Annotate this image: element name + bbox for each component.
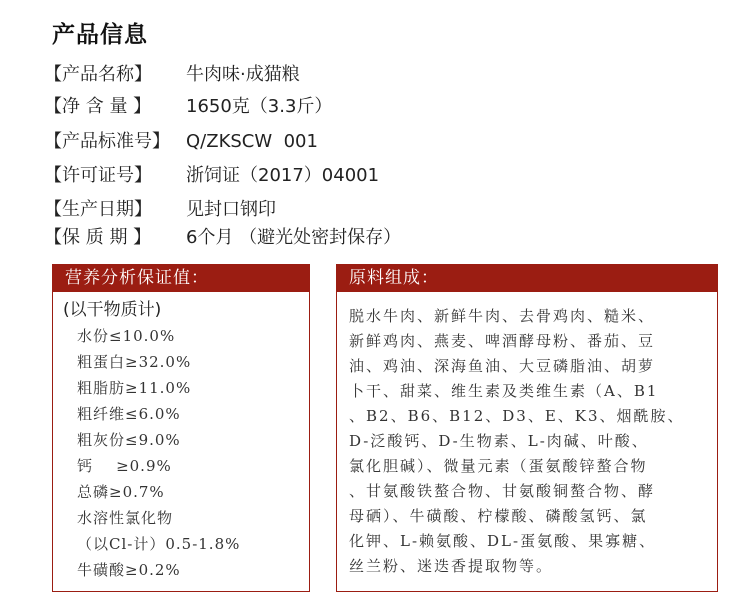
nutrition-line: 粗蛋白≥32.0%	[77, 353, 192, 371]
info-label: 【净 含 量 】	[44, 96, 152, 117]
info-value: 浙饲证（2017）04001	[186, 165, 380, 186]
ingredients-header: 原料组成：	[337, 265, 717, 292]
info-label: 【许可证号】	[44, 165, 152, 186]
ingredients-line: 新鲜鸡肉、燕麦、啤酒酵母粉、番茄、豆	[349, 332, 656, 350]
nutrition-line: 水份≤10.0%	[77, 327, 176, 345]
info-row-shelf-life	[44, 223, 401, 249]
nutrition-line: 粗脂肪≥11.0%	[77, 379, 192, 397]
nutrition-line: 总磷≥0.7%	[77, 483, 165, 501]
info-label: 【产品名称】	[44, 64, 152, 85]
ingredients-line: D-泛酸钙、D-生物素、L-肉碱、叶酸、	[349, 432, 649, 450]
info-row-standard	[44, 127, 318, 153]
ingredients-line: 油、鸡油、深海鱼油、大豆磷脂油、胡萝	[349, 357, 656, 375]
ingredients-line: 、甘氨酸铁螯合物、甘氨酸铜螯合物、酵	[349, 482, 656, 500]
info-value: 牛肉味·成猫粮	[186, 64, 300, 85]
ingredients-line: 脱水牛肉、新鲜牛肉、去骨鸡肉、糙米、	[349, 307, 656, 325]
ingredients-line: 丝兰粉、迷迭香提取物等。	[349, 557, 554, 575]
info-value: 1650克（3.3斤）	[186, 96, 333, 117]
nutrition-line: 粗纤维≤6.0%	[77, 405, 181, 423]
info-label: 【保 质 期 】	[44, 227, 152, 248]
ingredients-line: 母硒）、牛磺酸、柠檬酸、磷酸氢钙、氯	[349, 507, 648, 525]
info-row-production-date	[44, 195, 276, 221]
nutrition-line: 水溶性氯化物	[77, 509, 174, 527]
info-value: 6个月 （避光处密封保存）	[186, 227, 402, 248]
nutrition-line: 牛磺酸≥0.2%	[77, 561, 181, 579]
ingredients-line: 卜干、甜菜、维生素及类维生素（A、B1	[349, 382, 659, 400]
nutrition-line: （以Cl-计）0.5-1.8%	[77, 535, 241, 553]
nutrition-header: 营养分析保证值：	[53, 265, 309, 292]
info-label: 【产品标准号】	[44, 131, 170, 152]
info-label: 【生产日期】	[44, 199, 152, 220]
info-value: Q/ZKSCW 001	[186, 131, 318, 152]
nutrition-subtitle: (以干物质计)	[63, 300, 162, 320]
nutrition-line: 粗灰份≤9.0%	[77, 431, 181, 449]
ingredients-panel	[336, 264, 718, 592]
info-value: 见封口钢印	[186, 199, 276, 220]
ingredients-line: 、B2、B6、B12、D3、E、K3、烟酰胺、	[349, 407, 685, 425]
ingredients-line: 化钾、L-赖氨酸、DL-蛋氨酸、果寡糖、	[349, 532, 657, 550]
ingredients-line: 氯化胆碱）、微量元素（蛋氨酸锌螯合物	[349, 457, 648, 475]
info-row-net-weight	[44, 92, 332, 118]
nutrition-panel	[52, 264, 310, 592]
info-row-license	[44, 161, 379, 187]
info-row-name	[44, 60, 300, 86]
page-title: 产品信息	[52, 22, 148, 48]
nutrition-line: 钙 ≥0.9%	[77, 457, 172, 475]
